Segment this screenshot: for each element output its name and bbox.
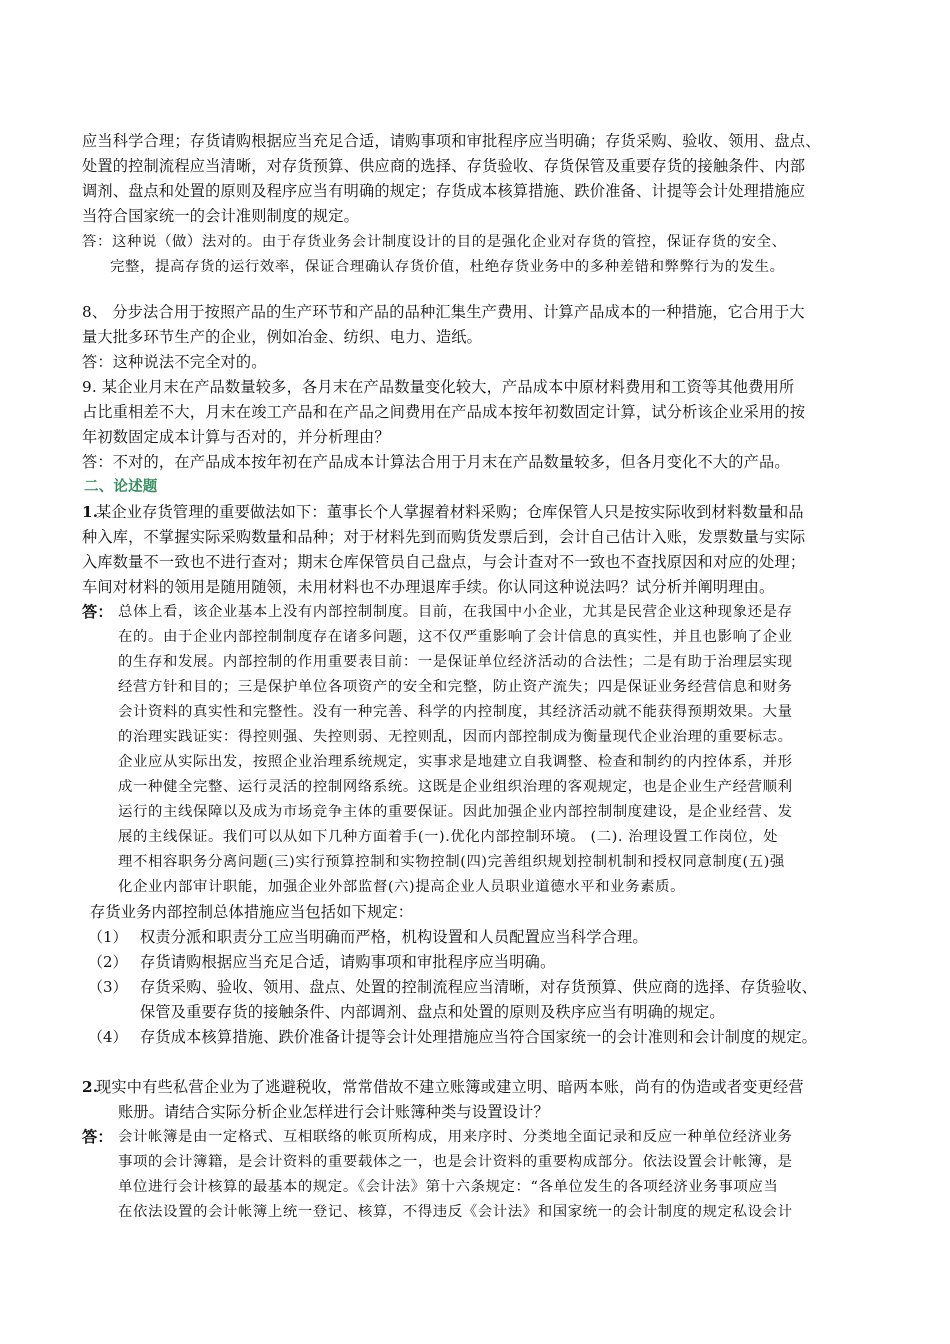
discussion-2-line: 账册。请结合实际分析企业怎样进行会计账簿种类与设置设计？ [118, 1103, 549, 1121]
answer-line: 化企业内部审计职能，加强企业外部监督(六)提高企业人员职业道德水平和业务素质。 [118, 879, 686, 895]
measure-number: （4） [88, 1028, 128, 1046]
answer-line: 在的。由于企业内部控制制度存在诸多问题，这不仅严重影响了会计信息的真实性，并且也影响了企业 [118, 629, 793, 645]
answer-9: 答：不对的，在产品成本按年初在产品成本计算法合用于月末在产品数量较多，但各月变化不大的产品。 [82, 453, 790, 471]
answer-line: 答：这种说（做）法对的。由于存货业务会计制度设计的目的是强化企业对存货的管控，保证存货的安全、 [82, 234, 787, 250]
question-9-line: 年初数固定成本计算与否对的，并分析理由？ [82, 428, 390, 446]
measure-number: （3） [88, 978, 128, 996]
discussion-1-line: 车间对材料的领用是随用随领，未用材料也不办理退库手续。你认同这种说法吗？试分析并阐明理由。 [82, 578, 775, 596]
measure-text: 存货请购根据应当充足合适，请购事项和审批程序应当明确。 [140, 953, 556, 971]
answer-line: 的生存和发展。内部控制的作用重要表目前：一是保证单位经济活动的合法性；二是有助于治理层实现 [118, 654, 793, 670]
measure-number: （1） [88, 928, 128, 946]
answer-8: 答：这种说法不完全对的。 [82, 353, 267, 371]
discussion-2-number: 2. [82, 1078, 99, 1096]
answer-line: 单位进行会计核算的最基本的规定。《会计法》第十六条规定：“各单位发生的各项经济业务事项应当 [118, 1179, 779, 1195]
answer-line: 总体上看，该企业基本上没有内部控制制度。目前，在我国中小企业，尤其是民营企业这种现象还是存 [118, 604, 793, 620]
answer-line: 展的主线保证。我们可以从如下几种方面着手(一).优化内部控制环境。 (二). 治理设置工作岗位，处 [118, 829, 779, 845]
question-8-line: 8、 分步法合用于按照产品的生产环节和产品的品种汇集生产费用、计算产品成本的一种措施，它合用于大 [82, 303, 805, 321]
measure-text: 权责分派和职责分工应当明确而严格，机构设置和人员配置应当科学合理。 [140, 928, 648, 946]
answer-label: 答： [82, 603, 113, 621]
measure-text: 存货成本核算措施、跌价准备计提等会计处理措施应当符合国家统一的会计准则和会计制度的规定。 [140, 1028, 818, 1046]
measure-text: 保管及重要存货的接触条件、内部调剂、盘点和处置的原则及秩序应当有明确的规定。 [140, 1003, 725, 1021]
answer-line: 的治理实践证实：得控则强、失控则弱、无控则乱，因而内部控制成为衡量现代企业治理的重要标志。 [118, 729, 793, 745]
measures-intro: 存货业务内部控制总体措施应当包括如下规定： [90, 903, 414, 921]
question-9-line: 9. 某企业月末在产品数量较多，各月末在产品数量变化较大，产品成本中原材料费用和工资等其他费用所 [82, 378, 795, 396]
measure-number: （2） [88, 953, 128, 971]
answer-line: 企业应从实际出发，按照企业治理系统规定，实事求是地建立自我调整、检查和制约的内控体系，并形 [118, 754, 793, 770]
answer-line: 在依法设置的会计帐簿上统一登记、核算，不得违反《会计法》和国家统一的会计制度的规定私设会计 [118, 1204, 793, 1220]
text-line: 应当科学合理；存货请购根据应当充足合适，请购事项和审批程序应当明确；存货采购、验收、领用、盘点、 [82, 132, 821, 150]
text-line: 调剂、盘点和处置的原则及程序应当有明确的规定；存货成本核算措施、跌价准备、计提等会计处理措施应 [82, 182, 806, 200]
answer-line: 成一种健全完整、运行灵活的控制网络系统。这既是企业组织治理的客观规定，也是企业生产经营顺利 [118, 779, 793, 795]
answer-line: 经营方针和目的；三是保护单位各项资产的安全和完整，防止资产流失；四是保证业务经营信息和财务 [118, 679, 793, 695]
section-title: 二、论述题 [84, 479, 158, 495]
discussion-1-number: 1. [82, 503, 99, 521]
answer-line: 完整，提高存货的运行效率，保证合理确认存货价值，杜绝存货业务中的多种差错和弊弊行为的发生。 [110, 259, 785, 275]
text-line: 处置的控制流程应当清晰，对存货预算、供应商的选择、存货验收、存货保管及重要存货的接触条件、内部 [82, 157, 806, 175]
answer-line: 理不相容职务分离问题(三)实行预算控制和实物控制(四)完善组织规划控制机制和授权同意制度(五)强 [118, 854, 785, 870]
answer-line: 会计资料的真实性和完整性。没有一种完善、科学的内控制度，其经济活动就不能获得预期效果。大量 [118, 704, 793, 720]
discussion-1-line: 入库数量不一致也不进行查对；期末仓库保管员自己盘点，与会计查对不一致也不查找原因和对应的处理； [82, 553, 806, 571]
discussion-1-line: 种入库，不掌握实际采购数量和品种；对于材料先到而购货发票后到，会计自己估计入账，发票数量与实际 [82, 528, 806, 546]
answer-line: 事项的会计簿籍，是会计资料的重要载体之一，也是会计资料的重要构成部分。依法设置会计帐簿，是 [118, 1154, 793, 1170]
measure-text: 存货采购、验收、领用、盘点、处置的控制流程应当清晰，对存货预算、供应商的选择、存货验收、 [140, 978, 818, 996]
answer-label: 答： [82, 1128, 113, 1146]
discussion-2-line: 现实中有些私营企业为了逃避税收，常常借故不建立账簿或建立明、暗两本账，尚有的伪造或者变更经营 [96, 1078, 804, 1096]
text-line: 当符合国家统一的会计准则制度的规定。 [82, 207, 359, 225]
question-8-line: 量大批多环节生产的企业，例如冶金、纺织、电力、造纸。 [82, 328, 483, 346]
question-9-line: 占比重相差不大，月末在竣工产品和在产品之间费用在产品成本按年初数固定计算，试分析该企业采用的按 [82, 403, 806, 421]
discussion-1-line: 某企业存货管理的重要做法如下：董事长个人掌握着材料采购；仓库保管人只是按实际收到材料数量和品 [96, 503, 804, 521]
answer-line: 会计帐簿是由一定格式、互相联络的帐页所构成，用来序时、分类地全面记录和反应一种单位经济业务 [118, 1129, 793, 1145]
answer-line: 运行的主线保障以及成为市场竞争主体的重要保证。因此加强企业内部控制制度建设，是企业经营、发 [118, 804, 793, 820]
